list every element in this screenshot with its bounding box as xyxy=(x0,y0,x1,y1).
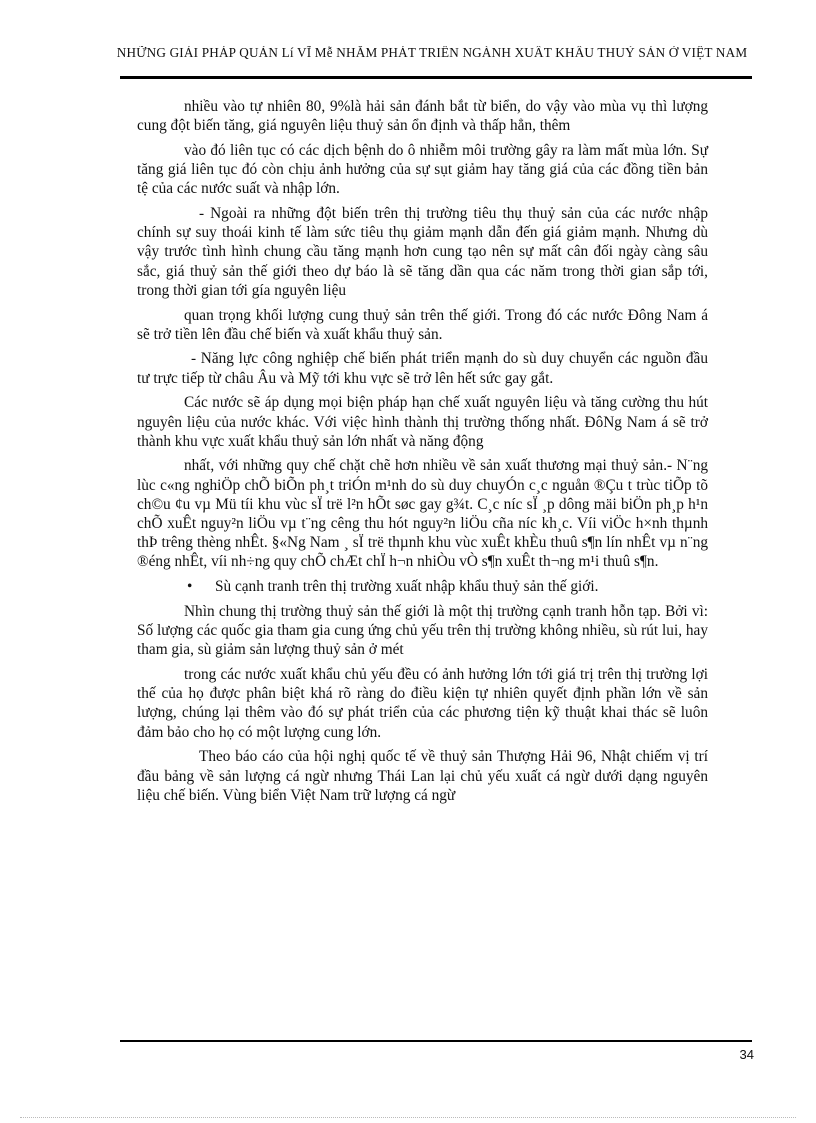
footer-rule xyxy=(120,1040,752,1042)
bullet-icon: • xyxy=(187,578,193,596)
header-rule xyxy=(120,76,752,79)
paragraph: Nhìn chung thị trường thuỷ sản thế giới là một thị trường cạnh tranh hỗn tạp. Bởi vì: Số lượng các quốc gia tham gia cung ứng chủ yếu trên thị trường không nhiều, sù rút lui, hay tham gia, sù giảm sản lượng thuỷ sản ở mét xyxy=(137,602,708,659)
paragraph: vào đó liên tục có các dịch bệnh do ô nhiễm môi trường gây ra làm mất mùa lớn. Sự tăng giá liên tục đó còn chịu ảnh hưởng của sự sụt giảm hay tăng giá của các đồng tiền bản tệ của các nước suất và nhập lớn. xyxy=(137,141,708,198)
running-header: NHỮNG GIẢI PHÁP QUẢN Lí VĨ Mễ NHẰM PHÁT TRIỂN NGÀNH XUẤT KHẨU THUỶ SẢN Ở VIỆT NAM xyxy=(116,46,748,60)
paragraph: Các nước sẽ áp dụng mọi biện pháp hạn chế xuất nguyên liệu và tăng cường thu hút nguyên liệu của nước khác. Với việc hình thành thị trường thống nhất. ĐôNg Nam á sẽ trở thành khu vực xuất khẩu thuỷ sản lớn nhất và năng động xyxy=(137,394,708,450)
page-number: 34 xyxy=(739,1047,754,1062)
page-bottom-border xyxy=(20,1117,796,1118)
bullet-item xyxy=(137,577,708,596)
paragraph: trong các nước xuất khẩu chủ yếu đều có ảnh hưởng lớn tới giá trị trên thị trường lợi thế của họ được phân biệt khá rõ ràng do điều kiện tự nhiên quyết định phần lớn về sản lượng, chúng lại thêm vào đó sự phát triển của các phương tiện kỹ thuật khai thác sẽ luôn đảm bảo cho họ có một lượng cung lớn. xyxy=(137,665,708,741)
paragraph: nhất, với những quy chế chặt chẽ hơn nhiều về sản xuất thương mại thuỷ sản.- N¨ng lùc c«ng nghiÖp chÕ biÕn ph¸t triÓn m¹nh do sù duy chuyÓn c¸c nguån ®Çu t trùc tiÕp tõ ch©u ¢u vµ Mü tíi khu vùc sÏ trë l²n hÕt søc gay g¾t. C¸c níc sÏ ¸p dông mäi biÖn ph¸p h¹n chÕ xuÊt nguy²n liÖu vµ t¨ng cêng thu hót nguy²n liÖu cña níc kh¸c. Víi viÖc h×nh thµnh thÞ trêng thèng nhÊt. §«Ng Nam ¸ sÏ trë thµnh khu vùc xuÊt khÈu thuû s¶n lín nhÊt vµ n¨ng ®éng nhÊt, víi nh÷ng quy chÕ chÆt chÏ h¬n nhiÒu vÒ s¶n xuÊt th¬ng m¹i thuû s¶n. xyxy=(137,457,708,571)
paragraph: quan trọng khối lượng cung thuỷ sản trên thế giới. Trong đó các nước Đông Nam á sẽ trở tiền lên đầu chế biến và xuất khẩu thuỷ sản. xyxy=(137,306,708,343)
paragraph: nhiều vào tự nhiên 80, 9%là hải sản đánh bắt từ biển, do vậy vào mùa vụ thì lượng cung đột biến tăng, giá nguyên liệu thuỷ sản ổn định và thấp hẳn, thêm xyxy=(137,98,708,135)
paragraph: Theo báo cáo của hội nghị quốc tế về thuỷ sản Thượng Hải 96, Nhật chiếm vị trí đầu bảng về sản lượng cá ngừ nhưng Thái Lan lại chủ yếu xuất cá ngừ dưới dạng nguyên liệu chế biến. Vùng biển Việt Nam trữ lượng cá ngừ xyxy=(137,748,708,804)
document-body xyxy=(137,97,708,810)
bullet-text: Sù cạnh tranh trên thị trường xuất nhập khẩu thuỷ sản thế giới. xyxy=(215,578,599,596)
paragraph: - Năng lực công nghiệp chế biến phát triển mạnh do sù duy chuyển các nguồn đầu tư trực tiếp từ châu Âu và Mỹ tới khu vực sẽ trở lên hết sức gay gắt. xyxy=(137,350,708,387)
paragraph: - Ngoài ra những đột biến trên thị trường tiêu thụ thuỷ sản của các nước nhập chính sự suy thoái kinh tế làm sức tiêu thụ giảm mạnh dẫn đến giá giảm mạnh. Nhưng dù vậy trước tình hình chung cầu tăng mạnh hơn cung tạo nên sự mất cân đối ngày càng sâu sắc, giá thuỷ sản thế giới theo dự báo là sẽ tăng dần qua các năm trong thời gian sắp tới, trong thời gian tới gía nguyên liệu xyxy=(137,205,708,299)
